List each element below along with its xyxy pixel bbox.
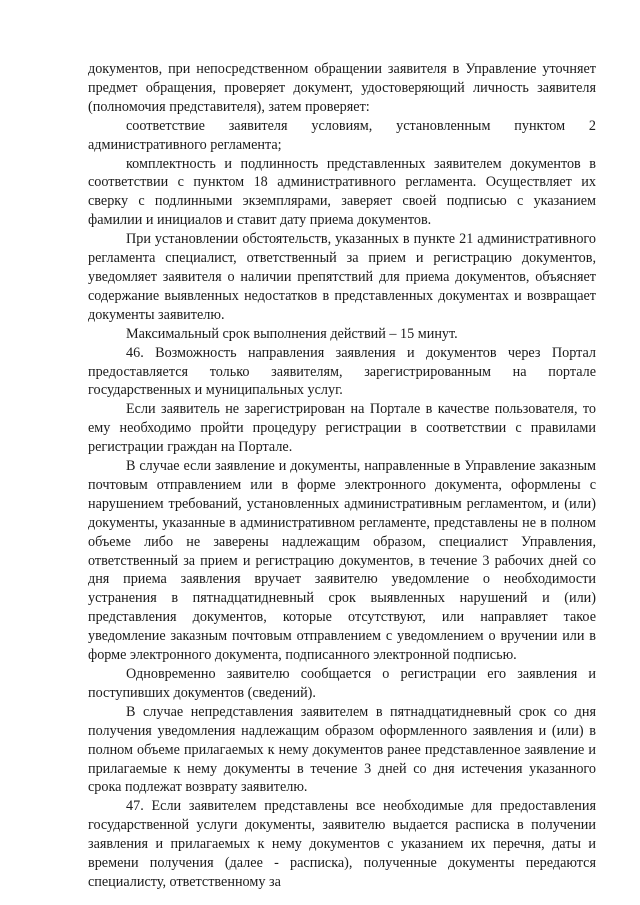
paragraph-47-receipt: 47. Если заявителем представлены все необходимые для предоставления государственной услуги документы, заявителю выдается расписка в получении заявления и прилагаемых к нему документов с указанием их перечня, даты и времени получения (далее - расписка), полученные документы передаются специалисту, ответственному за [88,798,596,890]
paragraph-completeness: комплектность и подлинность представленных заявителем документов в соответствии с пунктом 18 административного регламента. Осуществляет их сверку с подлинными экземплярами, заверяет своей подписью с указанием фамилии и инициалов и ставит дату приема документов. [88,155,596,229]
paragraph-applicant-conditions: соответствие заявителя условиям, установленным пунктом 2 административного регламента; [88,117,596,153]
paragraph-continuation: документов, при непосредственном обращении заявителя в Управление уточняет предмет обращения, проверяет документ, удостоверяющий личность заявителя (полномочия представителя), затем проверяет: [88,61,596,115]
paragraph-obstacles: При установлении обстоятельств, указанных в пункте 21 административного регламента специалист, ответственный за прием и регистрацию документов, уведомляет заявителя о наличии препятствий для приема документов, объясняет содержание выявленных недостатков в представленных документах и возвращает документы заявителю. [88,231,596,323]
paragraph-46-portal: 46. Возможность направления заявления и документов через Портал предоставляется только заявителям, зарегистрированным на портале государственных и муниципальных услуг. [88,344,596,399]
paragraph-violations: В случае если заявление и документы, направленные в Управление заказным почтовым отправлением или в форме электронного документа, оформлены с нарушением требований, установленных административным регламентом, и (или) документы, указанные в административном регламенте, представлены не в полном объеме либо не заверены надлежащим образом, специалист Управления, ответственный за прием и регистрацию документов, в течение 3 рабочих дней со дня приема заявления вручает заявителю уведомление о необходимости устранения в пятнадцатидневный срок выявленных нарушений и (или) представления документов, которые отсутствуют, или направляет такое уведомление заказным почтовым отправлением с уведомлением о вручении или в форме электронного документа, подписанного электронной подписью. [88,458,596,664]
document-page [88,60,596,892]
paragraph-portal-registration: Если заявитель не зарегистрирован на Портале в качестве пользователя, то ему необходимо пройти процедуру регистрации в соответствии с правилами регистрации граждан на Портале. [88,401,596,456]
paragraph-non-submission: В случае непредставления заявителем в пятнадцатидневный срок со дня получения уведомления надлежащим образом оформленного заявления и (или) в полном объеме прилагаемых к нему документов ранее представленное заявление и прилагаемые к нему документы в течение 3 дней со дня истечения указанного срока подлежат возврату заявителю. [88,703,596,796]
paragraph-max-duration: Максимальный срок выполнения действий – 15 минут. [126,325,458,342]
paragraph-registration-notice: Одновременно заявителю сообщается о регистрации его заявления и поступивших документов (сведений). [88,666,596,701]
